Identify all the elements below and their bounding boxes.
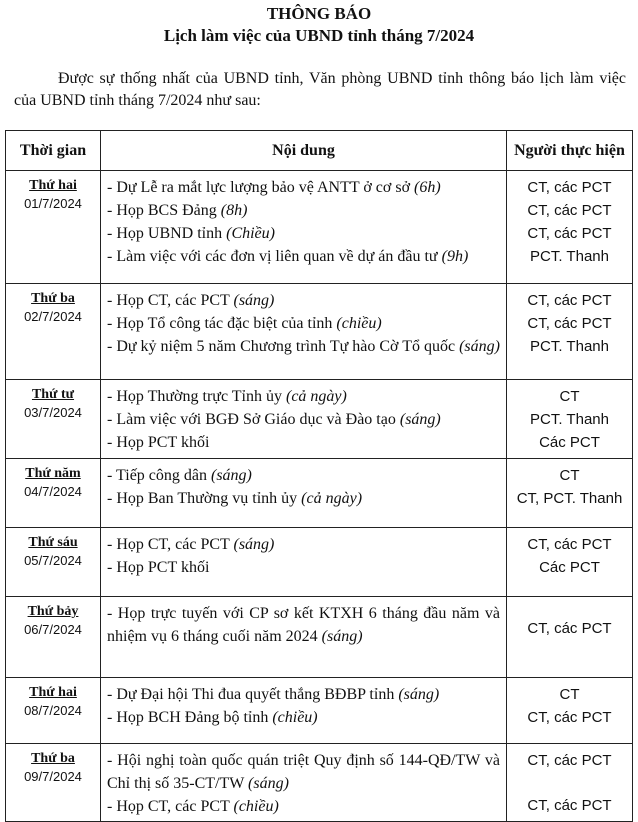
schedule-item: [107, 289, 500, 312]
item-text: - Họp Ban Thường vụ tỉnh ủy: [107, 490, 302, 507]
item-text: - Họp Tổ công tác đặc biệt của tỉnh: [107, 315, 337, 332]
day-cell: [6, 284, 101, 380]
schedule-item: [107, 176, 500, 199]
header-time: Thời gian: [6, 131, 101, 171]
person-entry: CT, các PCT: [527, 709, 612, 726]
intro-paragraph: Được sự thống nhất của UBND tỉnh, Văn phòng UBND tỉnh thông báo lịch làm việc của UBND tỉnh tháng 7/2024 như sau:: [14, 70, 626, 109]
content-cell: [101, 597, 507, 678]
item-time-note: (chiều): [233, 798, 279, 815]
schedule-item: [107, 487, 500, 510]
person-cell: [507, 171, 633, 284]
person-entry: CT: [559, 686, 580, 703]
weekday-label: Thứ hai: [29, 685, 77, 700]
table-row: [6, 171, 633, 284]
item-time-note: (9h): [441, 248, 469, 265]
item-text: - Họp BCS Đảng: [107, 202, 221, 219]
item-text: - Dự Lễ ra mắt lực lượng bảo vệ ANTT ở cơ sở: [107, 179, 415, 196]
table-row: [6, 284, 633, 380]
person-entry: CT: [559, 388, 580, 405]
item-time-note: (sáng): [459, 338, 500, 355]
person-entry: CT, các PCT: [527, 315, 612, 332]
person-cell: [507, 459, 633, 528]
schedule-item: [107, 408, 500, 431]
content-cell: [101, 678, 507, 744]
person-entry: PCT. Thanh: [530, 338, 609, 355]
item-text: - Họp CT, các PCT: [107, 536, 234, 553]
item-text: - Họp BCH Đảng bộ tỉnh: [107, 709, 273, 726]
notice-subtitle: Lịch làm việc của UBND tỉnh tháng 7/2024: [163, 26, 475, 45]
item-text: - Họp UBND tỉnh: [107, 225, 227, 242]
item-text: - Hội nghị toàn quốc quán triệt Quy định số 144-QĐ/TW và Chỉ thị số 35-CT/TW: [107, 752, 500, 792]
table-header-row: [6, 131, 633, 171]
item-text: - Họp PCT khối: [107, 434, 210, 451]
schedule-item: [107, 431, 500, 454]
weekday-label: Thứ sáu: [28, 535, 78, 550]
item-time-note: (cả ngày): [301, 490, 363, 507]
day-cell: [6, 459, 101, 528]
weekday-label: Thứ ba: [31, 291, 75, 306]
weekday-label: Thứ tư: [31, 387, 75, 402]
person-cell: [507, 380, 633, 459]
person-entry: Các PCT: [539, 434, 600, 451]
date-label: 08/7/2024: [24, 703, 82, 718]
date-label: 01/7/2024: [24, 196, 82, 211]
item-time-note: (sáng): [211, 467, 252, 484]
item-time-note: (sáng): [233, 536, 275, 553]
item-text: - Dự Đại hội Thi đua quyết thắng BĐBP tỉnh: [107, 686, 399, 703]
item-text: - Họp CT, các PCT: [107, 292, 234, 309]
item-time-note: (chiều): [336, 315, 382, 332]
person-entry: CT, các PCT: [527, 225, 612, 242]
item-text: - Họp trực tuyến với CP sơ kết KTXH 6 tháng đầu năm và nhiệm vụ 6 tháng cuối năm 2024: [107, 605, 500, 645]
item-text: - Dự kỷ niệm 5 năm Chương trình Tự hào Cờ Tổ quốc: [107, 338, 460, 355]
item-time-note: (sáng): [233, 292, 275, 309]
item-text: - Tiếp công dân: [107, 467, 211, 484]
date-label: 06/7/2024: [24, 622, 82, 637]
schedule-item: [107, 706, 500, 729]
item-time-note: (Chiều): [226, 225, 275, 242]
person-entry: CT, các PCT: [527, 797, 612, 814]
weekday-label: Thứ hai: [29, 178, 77, 193]
item-text: - Họp PCT khối: [107, 559, 210, 576]
person-entry: PCT. Thanh: [530, 248, 609, 265]
weekday-label: Thứ năm: [25, 466, 81, 481]
person-entry: CT, các PCT: [527, 620, 612, 637]
person-entry: CT, các PCT: [527, 536, 612, 553]
day-cell: [6, 528, 101, 597]
table-row: [6, 744, 633, 822]
item-time-note: (8h): [220, 202, 248, 219]
person-entry: CT, các PCT: [527, 202, 612, 219]
weekday-label: Thứ ba: [31, 751, 75, 766]
table-row: [6, 678, 633, 744]
schedule-table: [5, 130, 633, 822]
schedule-item: [107, 533, 500, 556]
date-label: 04/7/2024: [24, 484, 82, 499]
person-entry: CT: [559, 467, 580, 484]
schedule-item: [107, 312, 500, 335]
table-row: [6, 380, 633, 459]
person-entry: Các PCT: [539, 559, 600, 576]
schedule-body: [6, 171, 633, 822]
date-label: 02/7/2024: [24, 309, 82, 324]
day-cell: [6, 171, 101, 284]
table-row: [6, 459, 633, 528]
person-cell: [507, 528, 633, 597]
schedule-item: [107, 199, 500, 222]
weekday-label: Thứ bảy: [27, 604, 79, 619]
schedule-item: [107, 245, 500, 268]
person-entry: CT, các PCT: [527, 179, 612, 196]
day-cell: [6, 744, 101, 822]
schedule-item: [107, 222, 500, 245]
schedule-item: [107, 385, 500, 408]
table-row: [6, 597, 633, 678]
person-cell: [507, 744, 633, 822]
day-cell: [6, 678, 101, 744]
item-time-note: (sáng): [321, 628, 363, 645]
item-time-note: (chiều): [272, 709, 318, 726]
header-person: Người thực hiện: [507, 131, 633, 171]
content-cell: [101, 380, 507, 459]
item-text: - Làm việc với các đơn vị liên quan về dự án đầu tư: [107, 248, 442, 265]
schedule-item: [107, 602, 500, 648]
schedule-item: [107, 556, 500, 579]
item-text: - Làm việc với BGĐ Sở Giáo dục và Đào tạo: [107, 411, 400, 428]
person-cell: [507, 597, 633, 678]
person-cell: [507, 284, 633, 380]
content-cell: [101, 744, 507, 822]
person-entry: CT, các PCT: [527, 292, 612, 309]
schedule-item: [107, 683, 500, 706]
content-cell: [101, 171, 507, 284]
notice-title: THÔNG BÁO: [266, 4, 372, 23]
person-entry: CT, các PCT: [527, 752, 612, 769]
item-time-note: (6h): [414, 179, 441, 196]
day-cell: [6, 597, 101, 678]
item-time-note: (cả ngày): [285, 388, 347, 405]
content-cell: [101, 459, 507, 528]
header-content: Nội dung: [101, 131, 507, 171]
person-cell: [507, 678, 633, 744]
date-label: 03/7/2024: [24, 405, 82, 420]
table-row: [6, 528, 633, 597]
item-time-note: (sáng): [399, 411, 441, 428]
schedule-item: [107, 795, 500, 818]
date-label: 09/7/2024: [24, 769, 82, 784]
item-text: - Họp Thường trực Tỉnh ủy: [107, 388, 286, 405]
item-text: - Họp CT, các PCT: [107, 798, 234, 815]
day-cell: [6, 380, 101, 459]
person-entry: CT, PCT. Thanh: [516, 490, 623, 507]
schedule-item: [107, 464, 500, 487]
content-cell: [101, 284, 507, 380]
item-time-note: (sáng): [248, 775, 289, 792]
date-label: 05/7/2024: [24, 553, 82, 568]
schedule-item: [107, 749, 500, 795]
person-entry: PCT. Thanh: [530, 411, 609, 428]
item-time-note: (sáng): [398, 686, 440, 703]
content-cell: [101, 528, 507, 597]
schedule-item: [107, 335, 500, 358]
